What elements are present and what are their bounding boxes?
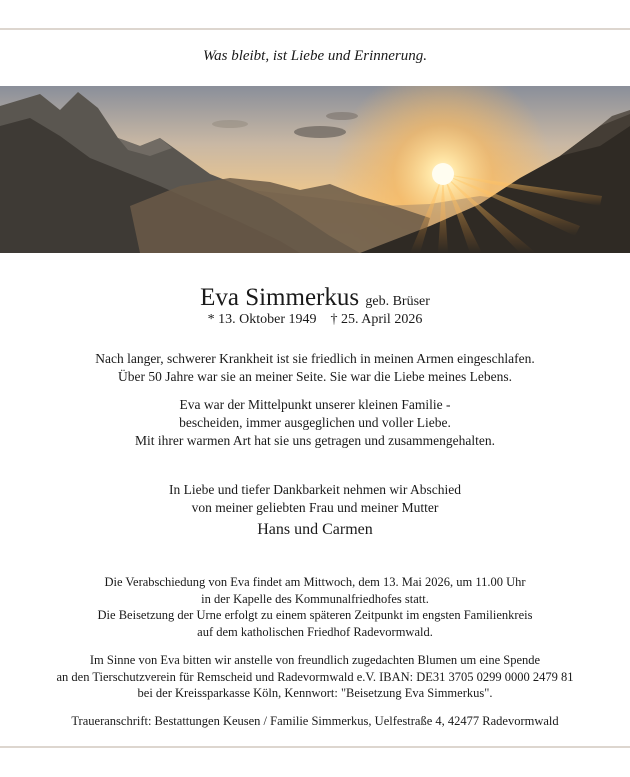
paragraph-family <box>0 396 630 450</box>
paragraph-farewell <box>0 481 630 517</box>
text-line: Im Sinne von Eva bitten wir anstelle von freundlich zugedachten Blumen um eine Spende <box>89 653 541 667</box>
text-line: an den Tierschutzverein für Remscheid und Radevormwald e.V. IBAN: DE31 3705 0299 0000 2479 81 <box>56 669 574 684</box>
text-line: in der Kapelle des Kommunalfriedhofes statt. <box>201 591 429 606</box>
text-line: bescheiden, immer ausgeglichen und voller Liebe. <box>179 415 451 430</box>
deceased-name: Eva Simmerkus <box>200 284 360 311</box>
paragraph-intro <box>0 350 630 386</box>
donation-info <box>0 652 630 702</box>
mountain-sunset-photo <box>0 86 630 253</box>
text-line: bei der Kreissparkasse Köln, Kennwort: "Beisetzung Eva Simmerkus". <box>137 686 493 700</box>
text-line: Über 50 Jahre war sie an meiner Seite. Sie war die Liebe meines Lebens. <box>118 369 512 384</box>
born-symbol: * <box>207 312 215 327</box>
life-dates <box>0 312 630 328</box>
text-line: auf dem katholischen Friedhof Radevormwald. <box>197 624 433 639</box>
motto: Was bleibt, ist Liebe und Erinnerung. <box>202 48 428 64</box>
deceased-name-line <box>0 284 630 312</box>
ceremony-info <box>0 574 630 640</box>
top-divider <box>0 28 630 30</box>
text-line: Nach langer, schwerer Krankheit ist sie friedlich in meinen Armen eingeschlafen. <box>95 351 535 366</box>
bottom-divider <box>0 746 630 748</box>
death-date: 25. April 2026 <box>341 312 423 327</box>
birth-name: geb. Brüser <box>365 294 430 309</box>
signers: Hans und Carmen <box>257 521 373 538</box>
text-line: Die Verabschiedung von Eva findet am Mittwoch, dem 13. Mai 2026, um 11.00 Uhr <box>104 575 526 589</box>
died-symbol: † <box>330 312 338 327</box>
mourning-address: Traueranschrift: Bestattungen Keusen / Familie Simmerkus, Uelfestraße 4, 42477 Radevormwald <box>71 714 559 728</box>
text-line: Eva war der Mittelpunkt unserer kleinen Familie - <box>179 397 451 412</box>
text-line: von meiner geliebten Frau und meiner Mutter <box>191 500 439 515</box>
birth-date: 13. Oktober 1949 <box>218 312 317 327</box>
text-line: In Liebe und tiefer Dankbarkeit nehmen wir Abschied <box>168 482 462 497</box>
text-line: Die Beisetzung der Urne erfolgt zu einem späteren Zeitpunkt im engsten Familienkreis <box>97 608 533 622</box>
text-line: Mit ihrer warmen Art hat sie uns getragen und zusammengehalten. <box>135 433 495 448</box>
